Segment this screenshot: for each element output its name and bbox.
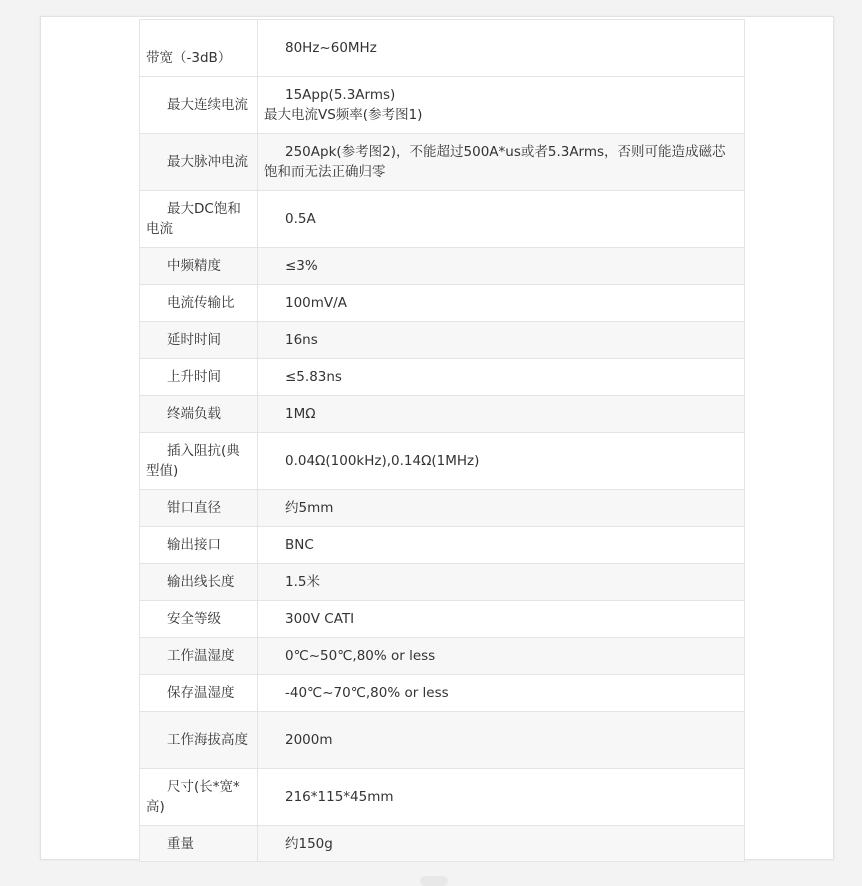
table-row [140, 826, 745, 862]
spec-table [139, 19, 745, 862]
spec-value: ≤5.83ns [258, 359, 745, 396]
spec-label: 上升时间 [140, 359, 258, 396]
spec-label: 最大连续电流 [140, 77, 258, 134]
spec-value: 100mV/A [258, 285, 745, 322]
table-row [140, 769, 745, 826]
table-row [140, 712, 745, 769]
table-row [140, 601, 745, 638]
spec-value: 0℃~50℃,80% or less [258, 638, 745, 675]
spec-label: 安全等级 [140, 601, 258, 638]
spec-value: 约5mm [258, 490, 745, 527]
spec-value: BNC [258, 527, 745, 564]
spec-value: 0.04Ω(100kHz),0.14Ω(1MHz) [258, 433, 745, 490]
spec-value: 约150g [258, 826, 745, 862]
table-row [140, 134, 745, 191]
spec-value: 80Hz~60MHz [258, 20, 745, 77]
spec-label: 带宽（-3dB） [140, 20, 258, 77]
table-row [140, 675, 745, 712]
spec-label: 重量 [140, 826, 258, 862]
content-card [40, 16, 834, 860]
spec-value: 1MΩ [258, 396, 745, 433]
spec-label: 插入阻抗(典型值) [140, 433, 258, 490]
spec-label: 输出线长度 [140, 564, 258, 601]
spec-value: ≤3% [258, 248, 745, 285]
spec-value: 300V CATI [258, 601, 745, 638]
spec-label: 终端负载 [140, 396, 258, 433]
spec-value: 16ns [258, 322, 745, 359]
table-row [140, 285, 745, 322]
table-row [140, 638, 745, 675]
spec-label: 输出接口 [140, 527, 258, 564]
spec-value: 2000m [258, 712, 745, 769]
spec-label: 保存温湿度 [140, 675, 258, 712]
table-row [140, 359, 745, 396]
table-row [140, 527, 745, 564]
spec-label: 工作海拔高度 [140, 712, 258, 769]
spec-label: 电流传输比 [140, 285, 258, 322]
spec-value: 250Apk(参考图2)，不能超过500A*us或者5.3Arms，否则可能造成磁芯饱和而无法正确归零 [258, 134, 745, 191]
table-row [140, 490, 745, 527]
spec-label: 工作温湿度 [140, 638, 258, 675]
table-row [140, 20, 745, 77]
spec-value: 0.5A [258, 191, 745, 248]
table-row [140, 433, 745, 490]
scroll-indicator[interactable] [420, 876, 448, 886]
table-row [140, 564, 745, 601]
spec-label: 尺寸(长*宽*高) [140, 769, 258, 826]
spec-label: 最大DC饱和电流 [140, 191, 258, 248]
spec-label: 最大脉冲电流 [140, 134, 258, 191]
table-row [140, 396, 745, 433]
spec-value: 216*115*45mm [258, 769, 745, 826]
spec-value: -40℃~70℃,80% or less [258, 675, 745, 712]
table-row [140, 248, 745, 285]
spec-label: 钳口直径 [140, 490, 258, 527]
spec-value: 1.5米 [258, 564, 745, 601]
table-row [140, 191, 745, 248]
table-row [140, 322, 745, 359]
spec-value: 15App(5.3Arms) 最大电流VS频率(参考图1) [258, 77, 745, 134]
spec-label: 延时时间 [140, 322, 258, 359]
table-row [140, 77, 745, 134]
spec-label: 中频精度 [140, 248, 258, 285]
